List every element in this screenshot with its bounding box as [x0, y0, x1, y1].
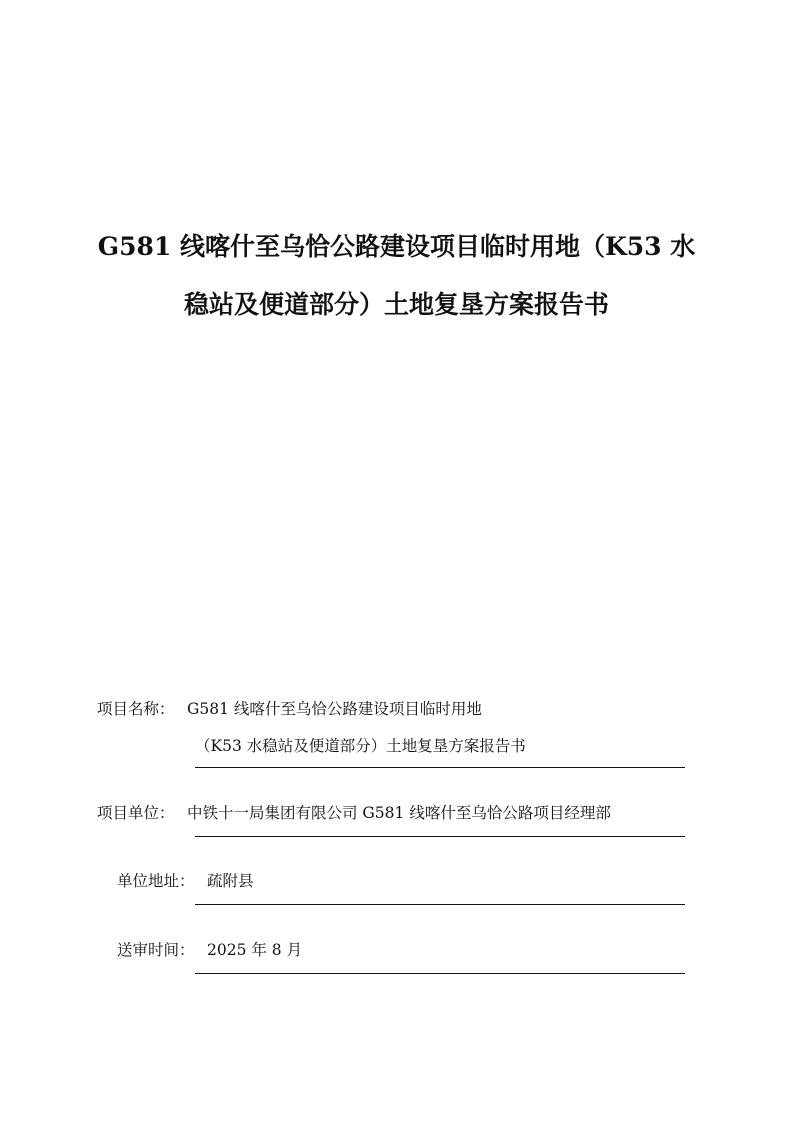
- project-name-underline: [195, 767, 685, 768]
- document-title: [0, 218, 793, 334]
- project-unit-value: 中铁十一局集团有限公司 G581 线喀什至乌恰公路项目经理部: [187, 804, 611, 822]
- title-line-1: G581 线喀什至乌恰公路建设项目临时用地（K53 水: [97, 232, 696, 261]
- address-label: 单位地址：: [117, 872, 195, 890]
- submit-time-label: 送审时间：: [117, 941, 195, 959]
- address-value: 疏附县: [207, 872, 254, 890]
- project-name-value-line2: （K53 水稳站及便道部分）土地复垦方案报告书: [195, 737, 526, 755]
- project-unit-underline: [195, 836, 685, 837]
- title-line-2: 稳站及便道部分）土地复垦方案报告书: [183, 290, 609, 319]
- project-name-label: 项目名称：: [97, 700, 175, 718]
- project-unit-label: 项目单位：: [97, 804, 175, 822]
- submit-time-value: 2025 年 8 月: [207, 941, 303, 959]
- submit-time-underline: [195, 973, 685, 974]
- project-name-value-line1: G581 线喀什至乌恰公路建设项目临时用地: [187, 700, 482, 718]
- address-underline: [195, 904, 685, 905]
